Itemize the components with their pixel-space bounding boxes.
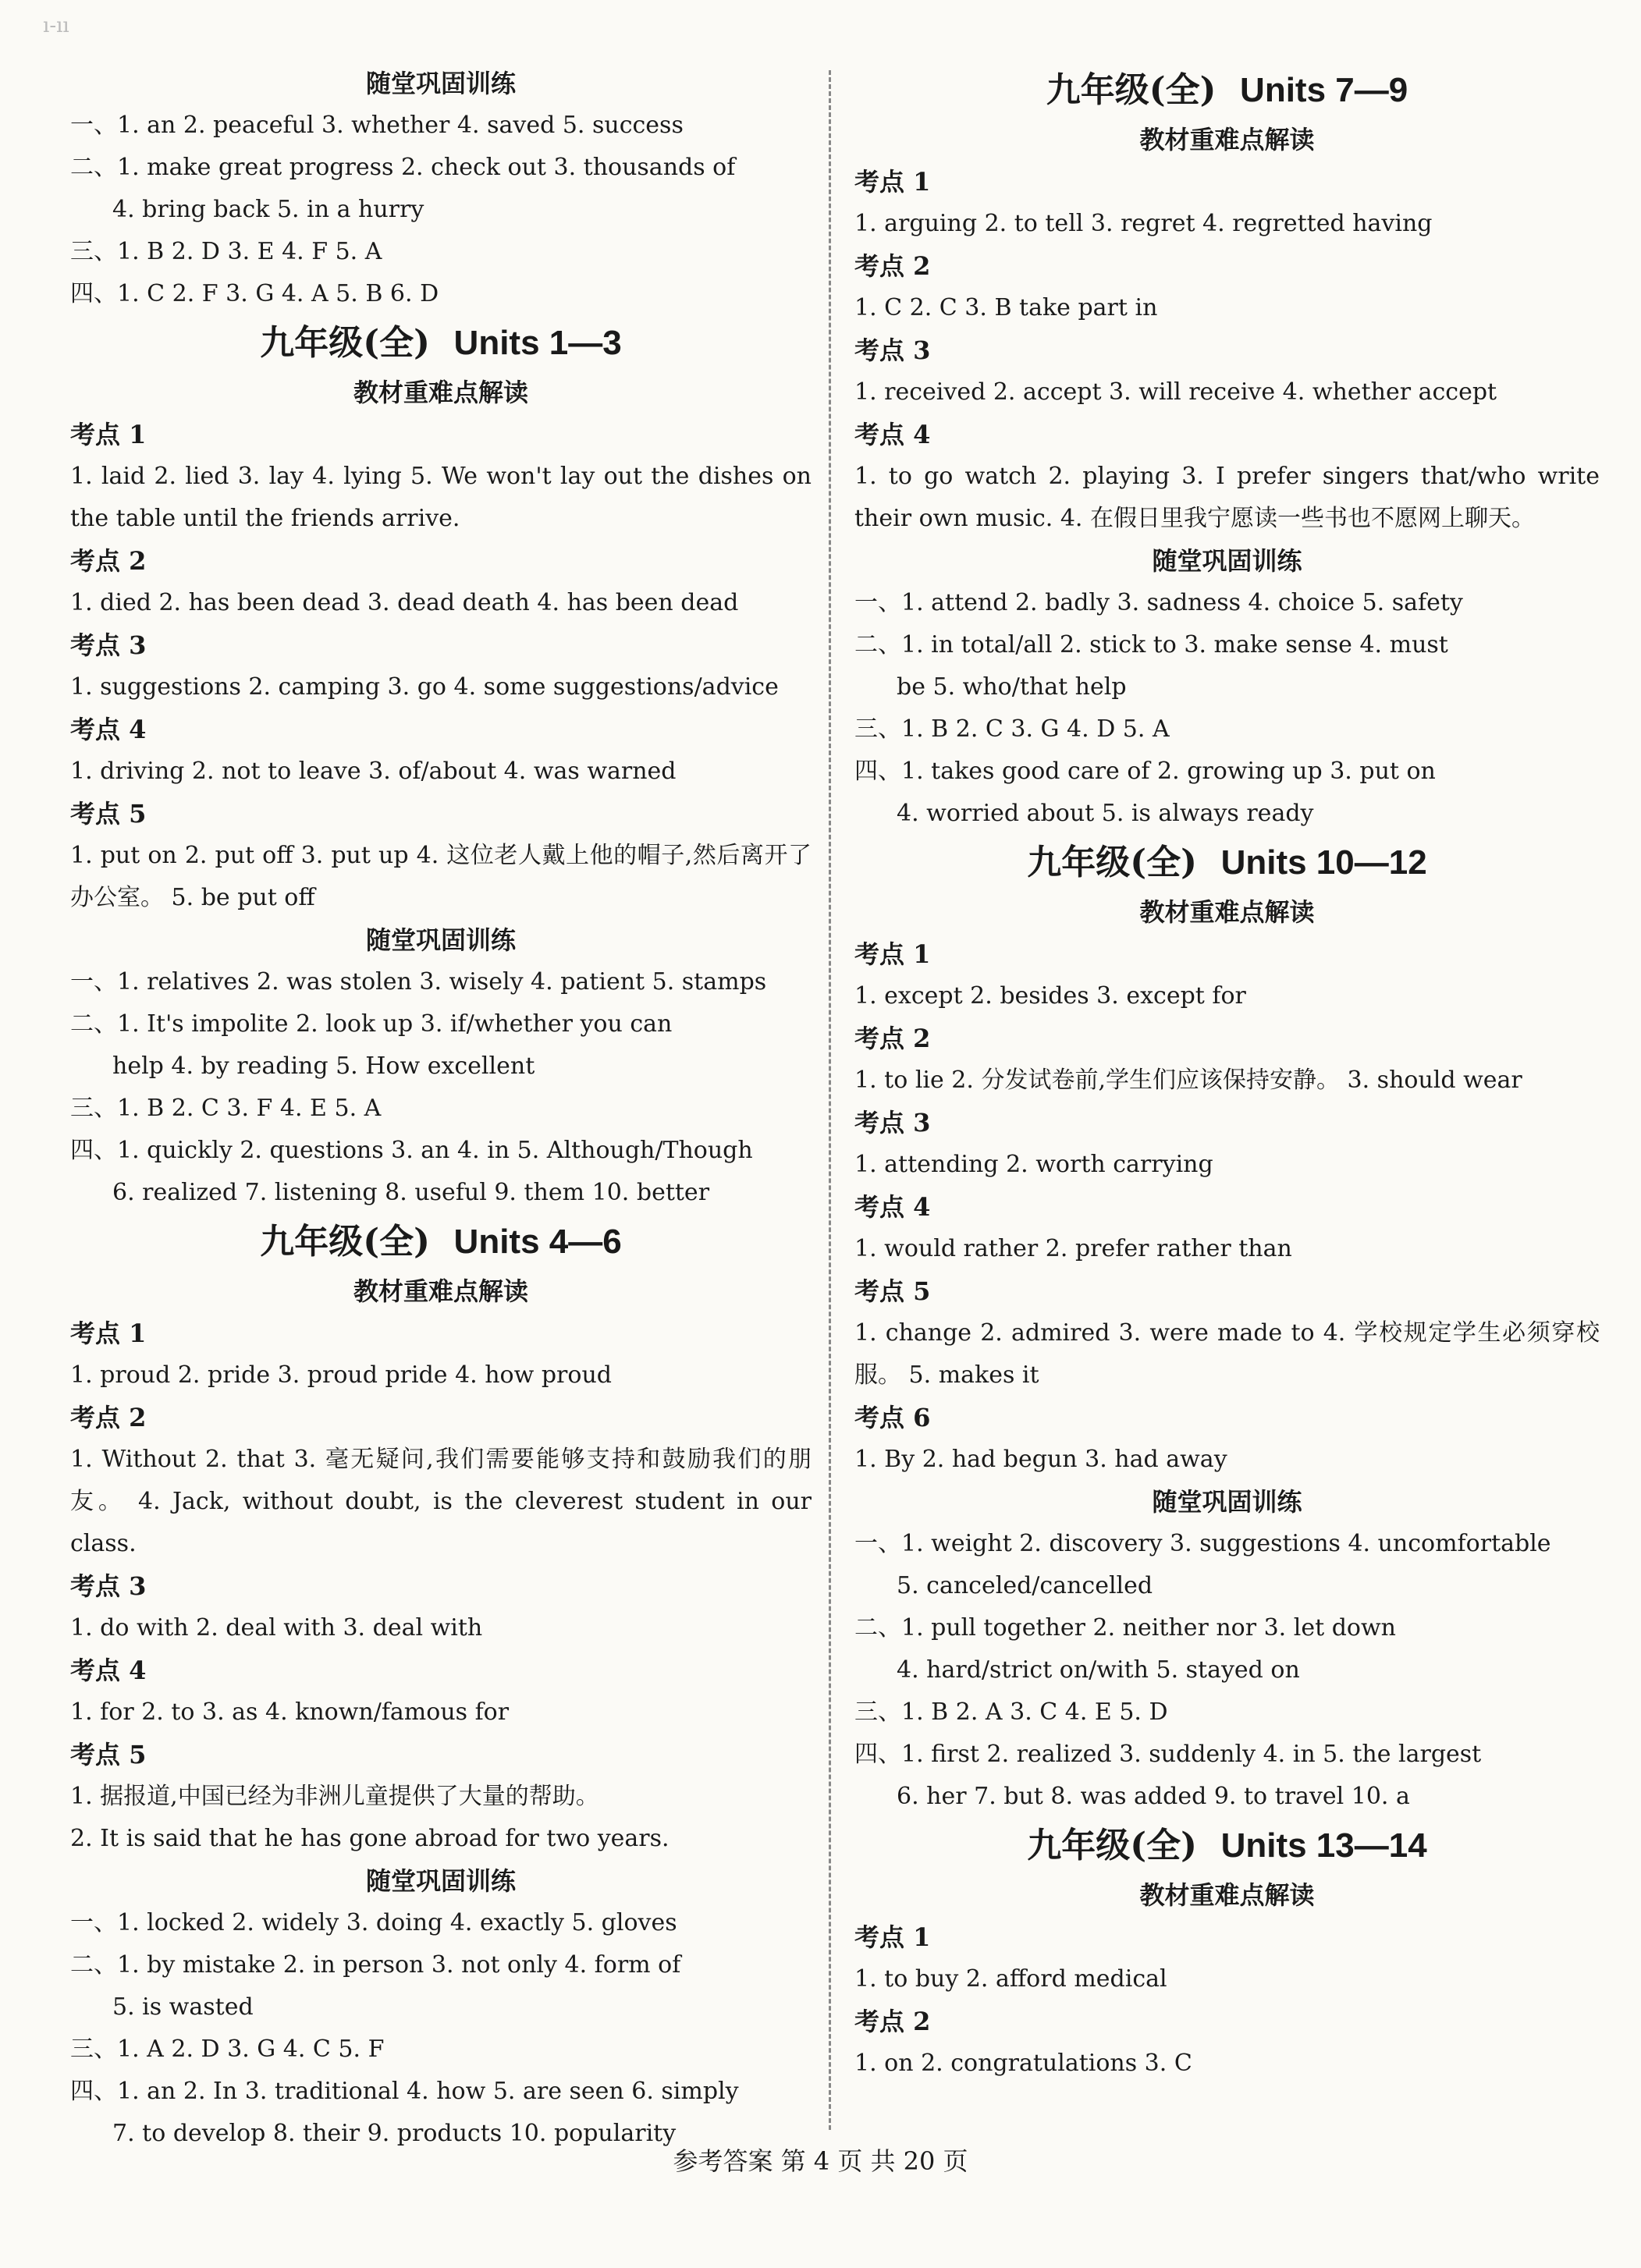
- answer-line: 1. to go watch 2. playing 3. I prefer singers that/who write their own music. 4. 在假日里我宁愿读一些书也不愿网上聊天。: [854, 463, 1600, 532]
- key-point-label: 考点 4: [70, 715, 147, 744]
- answer-line: 5. is wasted: [112, 1993, 254, 2021]
- key-point-label: 考点 2: [854, 2007, 931, 2036]
- answer-line: 1. By 2. had begun 3. had away: [854, 1446, 1227, 1473]
- unit-grade: 九年级(全): [1046, 70, 1217, 110]
- answer-line: 4. bring back 5. in a hurry: [112, 196, 424, 223]
- key-point-label: 考点 4: [854, 1192, 931, 1222]
- answer-line: help 4. by reading 5. How excellent: [112, 1052, 535, 1080]
- unit-grade: 九年级(全): [1027, 1826, 1197, 1865]
- answer-line: 5. canceled/cancelled: [897, 1572, 1153, 1599]
- unit-grade: 九年级(全): [260, 1222, 430, 1262]
- key-point-label: 考点 1: [854, 167, 931, 197]
- key-point-label: 考点 3: [70, 1571, 147, 1601]
- key-point-label: 考点 3: [854, 1108, 931, 1138]
- answer-line: 1. suggestions 2. camping 3. go 4. some suggestions/advice: [70, 673, 779, 701]
- answer-line: 1. put on 2. put off 3. put up 4. 这位老人戴上他的帽子,然后离开了办公室。 5. be put off: [70, 842, 812, 911]
- key-point-label: 考点 2: [854, 251, 931, 281]
- answer-line: 1. except 2. besides 3. except for: [854, 982, 1246, 1010]
- answer-line: 四、1. quickly 2. questions 3. an 4. in 5. Although/Though: [70, 1137, 753, 1164]
- key-point-label: 考点 1: [854, 1922, 931, 1952]
- unit-range: Units 7—9: [1240, 71, 1408, 109]
- answer-line: 4. hard/strict on/with 5. stayed on: [897, 1656, 1300, 1684]
- answer-line: 1. driving 2. not to leave 3. of/about 4. was warned: [70, 758, 677, 785]
- key-point-label: 考点 1: [70, 1319, 147, 1348]
- answer-line: 二、1. in total/all 2. stick to 3. make sense 4. must: [854, 631, 1448, 658]
- section-subheading: 教材重难点解读: [1139, 125, 1315, 154]
- answer-line: 四、1. C 2. F 3. G 4. A 5. B 6. D: [70, 280, 439, 307]
- unit-range: Units 4—6: [453, 1223, 622, 1261]
- answer-line: 1. do with 2. deal with 3. deal with: [70, 1614, 483, 1642]
- section-subheading: 教材重难点解读: [353, 1276, 528, 1306]
- key-point-label: 考点 1: [854, 939, 931, 969]
- key-point-label: 考点 5: [70, 1740, 147, 1769]
- answer-line: 1. to lie 2. 分发试卷前,学生们应该保持安静。 3. should wear: [854, 1067, 1522, 1094]
- answer-line: 7. to develop 8. their 9. products 10. popularity: [112, 2120, 677, 2147]
- section-subheading: 教材重难点解读: [353, 378, 528, 407]
- key-point-label: 考点 3: [70, 630, 147, 660]
- section-subheading: 随堂巩固训练: [365, 1866, 516, 1896]
- corner-mark: ı-ıı: [43, 14, 69, 37]
- key-point-label: 考点 2: [70, 1403, 147, 1432]
- answer-line: 三、1. B 2. C 3. F 4. E 5. A: [70, 1095, 382, 1122]
- key-point-label: 考点 5: [854, 1276, 931, 1306]
- answer-line: 二、1. It's impolite 2. look up 3. if/whether you can: [70, 1010, 673, 1038]
- key-point-label: 考点 6: [854, 1403, 931, 1432]
- answer-line: 1. to buy 2. afford medical: [854, 1965, 1167, 1993]
- answer-line: 三、1. B 2. A 3. C 4. E 5. D: [854, 1698, 1168, 1726]
- section-subheading: 随堂巩固训练: [1152, 1487, 1302, 1517]
- unit-grade: 九年级(全): [1027, 843, 1197, 882]
- section-subheading: 教材重难点解读: [1139, 1880, 1315, 1910]
- page-footer: 参考答案 第 4 页 共 20 页: [673, 2146, 968, 2176]
- answer-line: be 5. who/that help: [897, 673, 1127, 701]
- answer-line: 1. on 2. congratulations 3. C: [854, 2050, 1192, 2077]
- answer-line: 三、1. B 2. D 3. E 4. F 5. A: [70, 238, 382, 265]
- section-subheading: 随堂巩固训练: [365, 925, 516, 955]
- answer-line: 二、1. pull together 2. neither nor 3. let down: [854, 1614, 1396, 1642]
- column-divider: [829, 70, 831, 2130]
- answer-line: 1. change 2. admired 3. were made to 4. 学校规定学生必须穿校服。 5. makes it: [854, 1319, 1600, 1389]
- key-point-label: 考点 1: [70, 420, 147, 449]
- answer-line: 1. C 2. C 3. B take part in: [854, 294, 1158, 321]
- unit-heading: [854, 839, 1600, 886]
- unit-heading: [854, 1823, 1600, 1869]
- section-subheading: 教材重难点解读: [1139, 897, 1315, 927]
- unit-range: Units 13—14: [1220, 1826, 1427, 1865]
- answer-line: 一、1. locked 2. widely 3. doing 4. exactly 5. gloves: [70, 1909, 677, 1936]
- answer-line: 一、1. weight 2. discovery 3. suggestions 4. uncomfortable: [854, 1530, 1551, 1557]
- right-column: [854, 62, 1600, 2085]
- answer-line: 1. arguing 2. to tell 3. regret 4. regretted having: [854, 210, 1433, 237]
- answer-line: 1. laid 2. lied 3. lay 4. lying 5. We won't lay out the dishes on the table until the friends arrive.: [70, 463, 812, 532]
- answer-line: 2. It is said that he has gone abroad for two years.: [70, 1825, 670, 1852]
- answer-line: 1. would rather 2. prefer rather than: [854, 1235, 1292, 1262]
- unit-range: Units 1—3: [453, 324, 622, 362]
- answer-line: 四、1. first 2. realized 3. suddenly 4. in 5. the largest: [854, 1741, 1482, 1768]
- section-subheading: 随堂巩固训练: [1152, 546, 1302, 576]
- answer-line: 6. her 7. but 8. was added 9. to travel 10. a: [897, 1783, 1410, 1810]
- answer-line: 四、1. takes good care of 2. growing up 3. put on: [854, 758, 1436, 785]
- key-point-label: 考点 4: [70, 1656, 147, 1685]
- answer-line: 1. Without 2. that 3. 毫无疑问,我们需要能够支持和鼓励我们的朋友。 4. Jack, without doubt, is the cleverest student in our class.: [70, 1446, 812, 1557]
- answer-line: 一、1. attend 2. badly 3. sadness 4. choice 5. safety: [854, 589, 1463, 616]
- unit-heading: [70, 1219, 812, 1265]
- answer-line: 1. died 2. has been dead 3. dead death 4. has been dead: [70, 589, 739, 616]
- answer-line: 4. worried about 5. is always ready: [897, 800, 1314, 827]
- answer-line: 6. realized 7. listening 8. useful 9. them 10. better: [112, 1179, 710, 1206]
- key-point-label: 考点 2: [70, 546, 147, 576]
- answer-line: 四、1. an 2. In 3. traditional 4. how 5. are seen 6. simply: [70, 2078, 739, 2105]
- unit-heading: [854, 67, 1600, 114]
- answer-line: 1. received 2. accept 3. will receive 4. whether accept: [854, 378, 1497, 406]
- answer-line: 一、1. an 2. peaceful 3. whether 4. saved 5. success: [70, 112, 684, 139]
- section-subheading: 随堂巩固训练: [365, 69, 516, 98]
- answer-line: 1. attending 2. worth carrying: [854, 1151, 1213, 1178]
- answer-line: 1. for 2. to 3. as 4. known/famous for: [70, 1698, 510, 1726]
- answer-line: 三、1. A 2. D 3. G 4. C 5. F: [70, 2036, 385, 2063]
- answer-line: 二、1. make great progress 2. check out 3. thousands of: [70, 154, 736, 181]
- answer-line: 二、1. by mistake 2. in person 3. not only 4. form of: [70, 1951, 681, 1979]
- left-column: [70, 62, 812, 2155]
- answer-line: 三、1. B 2. C 3. G 4. D 5. A: [854, 715, 1170, 743]
- key-point-label: 考点 5: [70, 799, 147, 829]
- answer-line: 1. 据报道,中国已经为非洲儿童提供了大量的帮助。: [70, 1783, 599, 1810]
- answer-line: 1. proud 2. pride 3. proud pride 4. how proud: [70, 1361, 612, 1389]
- key-point-label: 考点 3: [854, 335, 931, 365]
- unit-range: Units 10—12: [1220, 843, 1427, 882]
- key-point-label: 考点 2: [854, 1024, 931, 1053]
- unit-grade: 九年级(全): [260, 323, 430, 363]
- key-point-label: 考点 4: [854, 420, 931, 449]
- unit-heading: [70, 320, 812, 367]
- answer-line: 一、1. relatives 2. was stolen 3. wisely 4. patient 5. stamps: [70, 968, 767, 996]
